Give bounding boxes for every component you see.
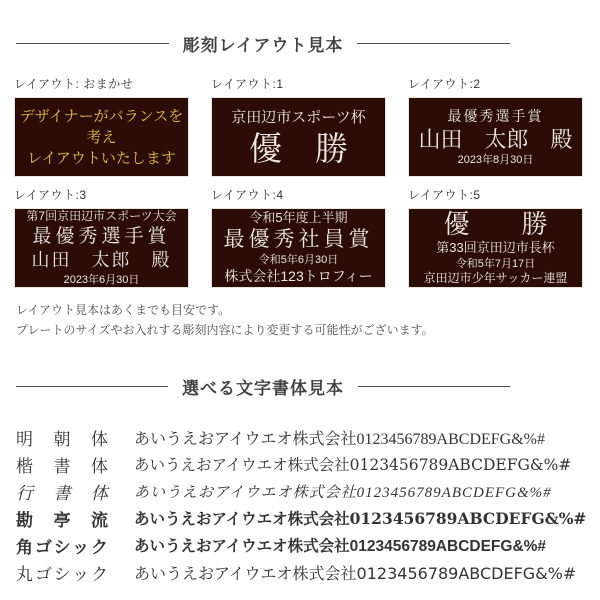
font-sample-text: あいうえおアイウエオ株式会社0123456789ABCDEFG&%# <box>134 563 577 583</box>
layout-label: レイアウト: おまかせ <box>14 77 134 91</box>
font-name: 楷書体 <box>16 456 108 477</box>
plate-line: 令和5年度上半期 <box>249 209 348 225</box>
layout-card-5 <box>408 186 583 288</box>
layout-label: レイアウト:3 <box>14 188 87 202</box>
font-name: 角ゴシック <box>16 537 108 557</box>
disclaimer-note <box>16 301 600 341</box>
engraving-plate-2 <box>408 97 583 177</box>
font-sample-text: あいうえおアイウエオ株式会社0123456789ABCDEFG&%# <box>134 456 572 475</box>
plate-line: デザイナーがバランスを考え <box>19 107 184 146</box>
layout-label: レイアウト:1 <box>211 77 284 91</box>
note-line-1: レイアウト見本はあくまでも目安です。 <box>16 303 231 317</box>
plate-line: 2023年6月30日 <box>63 273 140 286</box>
plate-line: 京田辺市少年サッカー連盟 <box>423 271 568 286</box>
divider-line <box>16 386 168 387</box>
plate-line: 山田 太郎 殿 <box>418 126 573 152</box>
font-row-kaisho <box>16 451 600 478</box>
layout-label: レイアウト:5 <box>408 188 481 202</box>
plate-line: 第7回京田辺市スポーツ大会 <box>26 209 177 224</box>
font-sample-text: あいうえおアイウエオ株式会社0123456789ABCDEFG&%# <box>134 509 587 529</box>
plate-line: 山田 太郎 殿 <box>31 250 172 271</box>
engraving-plate-omakase <box>14 97 189 177</box>
divider-line <box>16 43 169 44</box>
engraving-plate-3 <box>14 208 189 288</box>
font-sample-list <box>16 424 600 586</box>
plate-line: 令和5年6月30日 <box>258 253 339 266</box>
font-row-kanteiryu <box>16 505 600 532</box>
font-row-gyosho <box>16 478 600 505</box>
divider-line <box>357 43 510 44</box>
font-name: 丸ゴシック <box>16 564 108 585</box>
layout-label: レイアウト:2 <box>408 77 481 91</box>
plate-line: 第33回京田辺市長杯 <box>436 240 555 256</box>
note-line-2: プレートのサイズやお入れする彫刻内容により変更する可能性がございます。 <box>16 322 434 337</box>
plate-line: 優 勝 <box>443 209 548 240</box>
layout-card-2 <box>408 75 583 177</box>
plate-line: 最優秀選手賞 <box>32 225 171 247</box>
layout-label: レイアウト:4 <box>211 188 284 202</box>
plate-line: 最優秀社員賞 <box>223 227 374 251</box>
plate-line: 優 勝 <box>249 129 348 167</box>
font-row-kaku-gothic <box>16 532 600 559</box>
font-sample-section-header <box>16 374 510 399</box>
engraving-plate-4 <box>211 208 386 288</box>
engraving-layout-section-header <box>16 0 510 56</box>
font-name: 行書体 <box>16 483 108 503</box>
plate-line: 令和5年7月17日 <box>455 258 536 271</box>
layout-card-1 <box>211 75 386 177</box>
font-sample-text: あいうえおアイウエオ株式会社0123456789ABCDEFG&%# <box>134 538 547 556</box>
font-row-mincho <box>16 424 600 451</box>
section-title-font-samples: 選べる文字書体見本 <box>182 378 344 398</box>
font-sample-text: あいうえおアイウエオ株式会社0123456789ABCDEFG&%# <box>134 430 546 448</box>
engraving-plate-1 <box>211 97 386 177</box>
font-sample-text: あいうえおアイウエオ株式会社0123456789ABCDEFG&%# <box>134 484 552 501</box>
plate-line: 最優秀選手賞 <box>447 107 544 124</box>
layout-sample-grid <box>14 75 600 288</box>
font-row-maru-gothic <box>16 559 600 586</box>
plate-line: 株式会社123トロフィー <box>224 268 373 285</box>
section-title-engraving-layout: 彫刻レイアウト見本 <box>182 36 344 55</box>
layout-card-omakase <box>14 75 189 177</box>
font-name: 明朝体 <box>16 429 108 449</box>
layout-card-3 <box>14 186 189 288</box>
layout-card-4 <box>211 186 386 288</box>
engraving-plate-5 <box>408 208 583 288</box>
divider-line <box>358 386 510 387</box>
plate-line: 2023年8月30日 <box>457 154 534 167</box>
plate-line: レイアウトいたします <box>27 149 176 167</box>
font-name: 勘亭流 <box>16 510 108 531</box>
plate-line: 京田辺市スポーツ杯 <box>231 108 366 126</box>
